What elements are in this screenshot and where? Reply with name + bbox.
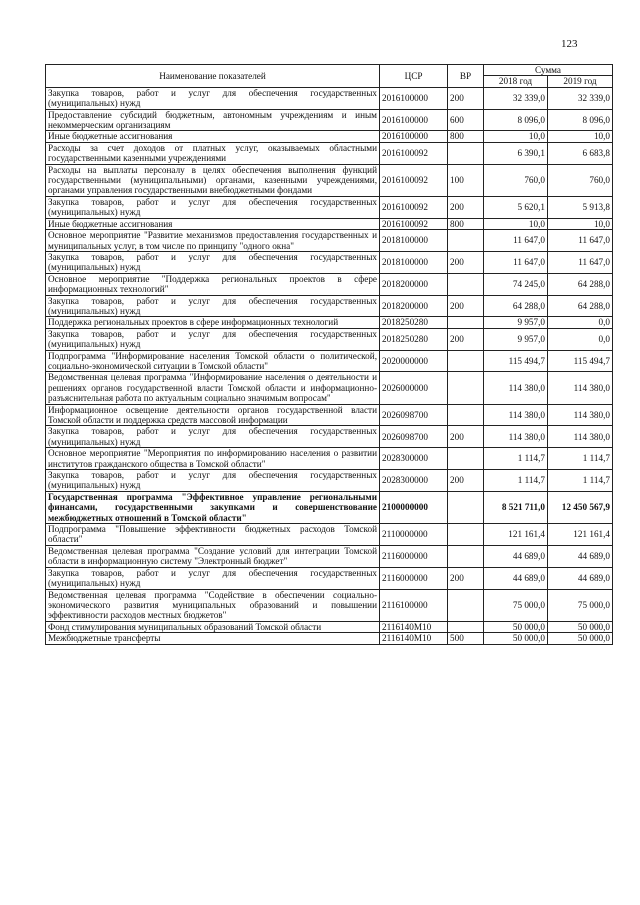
row-code: 2016100000 [380,87,448,109]
row-vr [448,491,484,523]
row-name: Предоставление субсидий бюджетным, автономным учреждениям и иным некоммерческим организациям [46,109,380,131]
row-vr [448,448,484,470]
row-vr [448,545,484,567]
table-row [46,328,613,350]
row-sum-2018: 5 620,1 [484,196,548,218]
row-sum-2018: 9 957,0 [484,317,548,328]
row-code: 2016100092 [380,196,448,218]
row-sum-2018: 115 494,7 [484,350,548,372]
table-row [46,273,613,295]
row-code: 2018100000 [380,251,448,273]
table-row [46,372,613,404]
row-name: Фонд стимулирования муниципальных образований Томской области [46,621,380,632]
row-sum-2018: 114 380,0 [484,404,548,426]
row-vr: 800 [448,131,484,142]
row-sum-2018: 114 380,0 [484,426,548,448]
row-code: 2026098700 [380,404,448,426]
row-sum-2019: 8 096,0 [548,109,613,131]
row-sum-2018: 50 000,0 [484,633,548,644]
row-sum-2018: 11 647,0 [484,230,548,252]
row-sum-2019: 50 000,0 [548,621,613,632]
row-sum-2019: 10,0 [548,131,613,142]
row-sum-2019: 75 000,0 [548,589,613,621]
row-sum-2018: 1 114,7 [484,448,548,470]
row-sum-2018: 121 161,4 [484,524,548,546]
row-code: 2116140М10 [380,633,448,644]
row-code: 2016100092 [380,142,448,164]
table-row [46,131,613,142]
row-code: 2018100000 [380,230,448,252]
row-vr [448,230,484,252]
header-sum: Сумма [484,65,613,76]
row-sum-2018: 11 647,0 [484,251,548,273]
row-sum-2018: 74 245,0 [484,273,548,295]
row-code: 2116140М10 [380,621,448,632]
row-sum-2018: 10,0 [484,218,548,229]
row-sum-2018: 44 689,0 [484,545,548,567]
row-name: Расходы за счет доходов от платных услуг, оказываемых областными государственными казенными учреждениями [46,142,380,164]
row-code: 2018250280 [380,328,448,350]
table-row [46,621,613,632]
row-sum-2018: 10,0 [484,131,548,142]
row-name: Иные бюджетные ассигнования [46,218,380,229]
row-name: Основное мероприятие "Поддержка региональных проектов в сфере информационных технологий" [46,273,380,295]
row-vr [448,317,484,328]
row-sum-2019: 760,0 [548,164,613,196]
row-sum-2019: 5 913,8 [548,196,613,218]
row-sum-2018: 64 288,0 [484,295,548,317]
row-sum-2019: 11 647,0 [548,251,613,273]
row-sum-2019: 1 114,7 [548,470,613,492]
row-vr [448,350,484,372]
row-vr [448,273,484,295]
row-name: Основное мероприятие "Мероприятия по информированию населения о развитии институтов гражданского общества в Томской области" [46,448,380,470]
row-vr: 600 [448,109,484,131]
row-code: 2016100000 [380,131,448,142]
row-vr [448,621,484,632]
header-csr: ЦСР [380,65,448,88]
row-code: 2018200000 [380,273,448,295]
row-code: 2026000000 [380,372,448,404]
row-vr [448,142,484,164]
table-row [46,164,613,196]
row-sum-2019: 64 288,0 [548,273,613,295]
row-code: 2116000000 [380,545,448,567]
table-body [46,87,613,644]
table-row [46,295,613,317]
row-name: Ведомственная целевая программа "Информирование населения о деятельности и решениях органов государственной власти Томской области и информационно-разъяснительная работа по актуальным социально значимым вопросам" [46,372,380,404]
row-sum-2018: 75 000,0 [484,589,548,621]
row-name: Закупка товаров, работ и услуг для обеспечения государственных (муниципальных) нужд [46,567,380,589]
row-code: 2020000000 [380,350,448,372]
row-name: Поддержка региональных проектов в сфере информационных технологий [46,317,380,328]
table-row [46,87,613,109]
row-sum-2018: 1 114,7 [484,470,548,492]
header-2018: 2018 год [484,76,548,87]
table-header [46,65,613,88]
row-sum-2019: 0,0 [548,317,613,328]
row-vr: 200 [448,328,484,350]
row-vr: 500 [448,633,484,644]
row-name: Расходы на выплаты персоналу в целях обеспечения выполнения функций государственными (муниципальными) органами, казенными учреждениями, органами управления государственными внебюджетными фондами [46,164,380,196]
row-name: Межбюджетные трансферты [46,633,380,644]
row-code: 2116100000 [380,589,448,621]
row-sum-2019: 10,0 [548,218,613,229]
row-vr: 200 [448,295,484,317]
row-name: Основное мероприятие "Развитие механизмов предоставления государственных и муниципальных услуг, в том числе по принципу "одного окна" [46,230,380,252]
row-sum-2019: 115 494,7 [548,350,613,372]
table-row [46,196,613,218]
row-vr: 800 [448,218,484,229]
header-2019: 2019 год [548,76,613,87]
table-row [46,589,613,621]
row-vr [448,372,484,404]
row-name: Подпрограмма "Информирование населения Томской области о политической, социально-экономической ситуации в Томской области" [46,350,380,372]
row-vr: 200 [448,567,484,589]
row-sum-2019: 114 380,0 [548,426,613,448]
table-row [46,404,613,426]
row-sum-2019: 50 000,0 [548,633,613,644]
table-row [46,426,613,448]
row-sum-2018: 9 957,0 [484,328,548,350]
table-row [46,491,613,523]
table-row [46,633,613,644]
row-sum-2019: 114 380,0 [548,372,613,404]
row-code: 2110000000 [380,524,448,546]
row-sum-2019: 114 380,0 [548,404,613,426]
row-code: 2016100000 [380,109,448,131]
row-code: 2100000000 [380,491,448,523]
row-name: Закупка товаров, работ и услуг для обеспечения государственных (муниципальных) нужд [46,328,380,350]
table-row [46,567,613,589]
row-sum-2018: 8 521 711,0 [484,491,548,523]
row-sum-2018: 6 390,1 [484,142,548,164]
row-name: Закупка товаров, работ и услуг для обеспечения государственных (муниципальных) нужд [46,196,380,218]
table-row [46,448,613,470]
row-sum-2019: 1 114,7 [548,448,613,470]
row-sum-2019: 0,0 [548,328,613,350]
row-vr: 200 [448,87,484,109]
row-sum-2019: 32 339,0 [548,87,613,109]
row-name: Закупка товаров, работ и услуг для обеспечения государственных (муниципальных) нужд [46,295,380,317]
header-vr: ВР [448,65,484,88]
row-name: Информационное освещение деятельности органов государственной власти Томской области и поддержка средств массовой информации [46,404,380,426]
table-row [46,230,613,252]
row-vr: 200 [448,426,484,448]
row-sum-2018: 8 096,0 [484,109,548,131]
row-vr: 200 [448,251,484,273]
budget-table [45,64,613,645]
table-row [46,142,613,164]
header-name: Наименование показателей [46,65,380,88]
row-sum-2018: 44 689,0 [484,567,548,589]
row-vr: 200 [448,470,484,492]
row-vr: 100 [448,164,484,196]
row-code: 2016100092 [380,218,448,229]
page-number: 123 [561,38,578,50]
row-sum-2019: 44 689,0 [548,567,613,589]
row-code: 2028300000 [380,448,448,470]
row-sum-2018: 114 380,0 [484,372,548,404]
row-name: Закупка товаров, работ и услуг для обеспечения государственных (муниципальных) нужд [46,470,380,492]
row-sum-2018: 32 339,0 [484,87,548,109]
row-sum-2019: 121 161,4 [548,524,613,546]
row-vr [448,589,484,621]
row-sum-2018: 760,0 [484,164,548,196]
row-code: 2018250280 [380,317,448,328]
row-sum-2019: 6 683,8 [548,142,613,164]
row-code: 2026098700 [380,426,448,448]
row-name: Государственная программа "Эффективное управление региональными финансами, государственными закупками и совершенствование межбюджетных отношений в Томской области" [46,491,380,523]
table-row [46,317,613,328]
row-code: 2116000000 [380,567,448,589]
table-row [46,251,613,273]
table-row [46,545,613,567]
table-row [46,350,613,372]
table-row [46,524,613,546]
row-code: 2028300000 [380,470,448,492]
table-row [46,470,613,492]
row-sum-2019: 64 288,0 [548,295,613,317]
row-sum-2019: 12 450 567,9 [548,491,613,523]
row-name: Закупка товаров, работ и услуг для обеспечения государственных (муниципальных) нужд [46,426,380,448]
row-name: Ведомственная целевая программа "Содействие в обеспечении социально-экономического развития муниципальных образований и повышении эффективности расходов местных бюджетов" [46,589,380,621]
table-row [46,109,613,131]
row-vr [448,524,484,546]
row-code: 2016100092 [380,164,448,196]
row-name: Закупка товаров, работ и услуг для обеспечения государственных (муниципальных) нужд [46,87,380,109]
row-name: Закупка товаров, работ и услуг для обеспечения государственных (муниципальных) нужд [46,251,380,273]
table-row [46,218,613,229]
row-name: Подпрограмма "Повышение эффективности бюджетных расходов Томской области" [46,524,380,546]
row-sum-2018: 50 000,0 [484,621,548,632]
row-vr: 200 [448,196,484,218]
row-name: Ведомственная целевая программа "Создание условий для интеграции Томской области в информационную систему "Электронный бюджет" [46,545,380,567]
row-sum-2019: 11 647,0 [548,230,613,252]
row-vr [448,404,484,426]
row-code: 2018200000 [380,295,448,317]
row-name: Иные бюджетные ассигнования [46,131,380,142]
row-sum-2019: 44 689,0 [548,545,613,567]
